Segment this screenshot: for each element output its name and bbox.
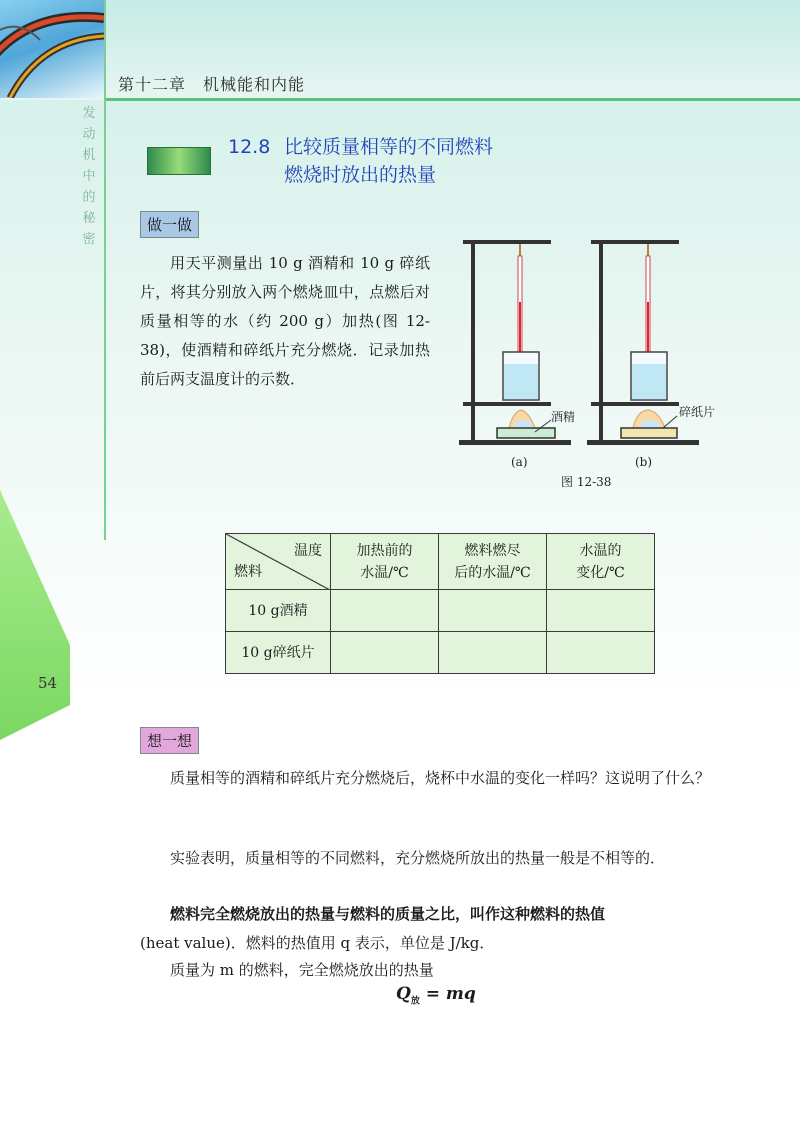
activity-tag: 做一做	[140, 211, 199, 238]
activity-text: 用天平测量出 10 g 酒精和 10 g 碎纸片，将其分别放入两个燃烧皿中，点燃后对质量相等的水（约 200 g）加热(图 12-38)，使酒精和碎纸片充分燃烧．记录加热前后两支温度计的示数．	[140, 254, 430, 388]
section-title-line1: 比较质量相等的不同燃料	[284, 136, 494, 158]
table-cell	[331, 632, 439, 674]
table-cell	[439, 590, 547, 632]
heat-formula	[396, 984, 476, 1006]
side-char: 机	[82, 148, 96, 163]
data-table	[225, 533, 655, 674]
margin-rule	[104, 0, 106, 540]
section-title	[228, 133, 493, 189]
side-char: 密	[82, 232, 96, 247]
table-row-label: 10 g碎纸片	[226, 632, 331, 674]
apparatus-diagram	[455, 232, 725, 492]
think-tag: 想一想	[140, 727, 199, 754]
table-corner-cell	[226, 534, 331, 590]
side-char: 发	[82, 106, 96, 121]
figure-label-b: (b)	[635, 455, 653, 469]
header-line: 后的水温/℃	[454, 564, 531, 581]
table-row-label: 10 g酒精	[226, 590, 331, 632]
header-line: 加热前的	[356, 542, 413, 559]
table-header-cell	[547, 534, 655, 590]
definition-text: 燃料完全燃烧放出的热量与燃料的质量之比，叫作这种燃料的热值	[170, 905, 606, 923]
section-icon	[147, 147, 211, 175]
formula-q: Q	[396, 984, 411, 1004]
side-char: 动	[82, 127, 96, 142]
fuel-label-a: 酒精	[551, 410, 576, 424]
table-cell	[331, 590, 439, 632]
figure-12-38	[455, 232, 725, 492]
think-question: 质量相等的酒精和碎纸片充分燃烧后，烧杯中水温的变化一样吗？这说明了什么？	[170, 769, 711, 787]
side-char: 秘	[82, 211, 96, 226]
formula-subscript: 放	[410, 996, 420, 1007]
header-line: 燃料燃尽	[464, 542, 521, 559]
side-title	[80, 103, 98, 250]
side-char: 中	[82, 169, 96, 184]
section-number: 12.8	[228, 136, 271, 158]
conclusion-text: 实验表明，质量相等的不同燃料，充分燃烧所放出的热量一般是不相等的．	[170, 849, 666, 867]
corner-top-label: 温度	[294, 543, 322, 559]
header-line: 水温/℃	[360, 564, 409, 581]
table-header-cell	[439, 534, 547, 590]
header-rule	[106, 98, 800, 101]
page-number: 54	[38, 674, 58, 692]
table-cell	[547, 590, 655, 632]
header-line: 水温的	[579, 542, 622, 559]
fuel-label-b: 碎纸片	[679, 405, 716, 419]
side-char: 的	[82, 190, 96, 205]
definition-block	[140, 900, 760, 958]
definition-tail: (heat value)．燃料的热值用 q 表示，单位是 J/kg．	[140, 934, 495, 952]
chapter-title: 第十二章 机械能和内能	[118, 75, 306, 94]
roller-coaster-photo	[0, 0, 104, 98]
figure-label-a: (a)	[511, 455, 528, 469]
section-title-line2: 燃烧时放出的热量	[284, 164, 437, 186]
corner-bottom-label: 燃料	[234, 564, 262, 580]
table-cell	[547, 632, 655, 674]
formula-rhs: = mq	[419, 984, 476, 1004]
table-header-cell	[331, 534, 439, 590]
figure-caption: 图 12-38	[561, 475, 612, 489]
table-cell	[439, 632, 547, 674]
header-line: 变化/℃	[576, 564, 625, 581]
formula-intro: 质量为 m 的燃料，完全燃烧放出的热量	[170, 961, 434, 979]
